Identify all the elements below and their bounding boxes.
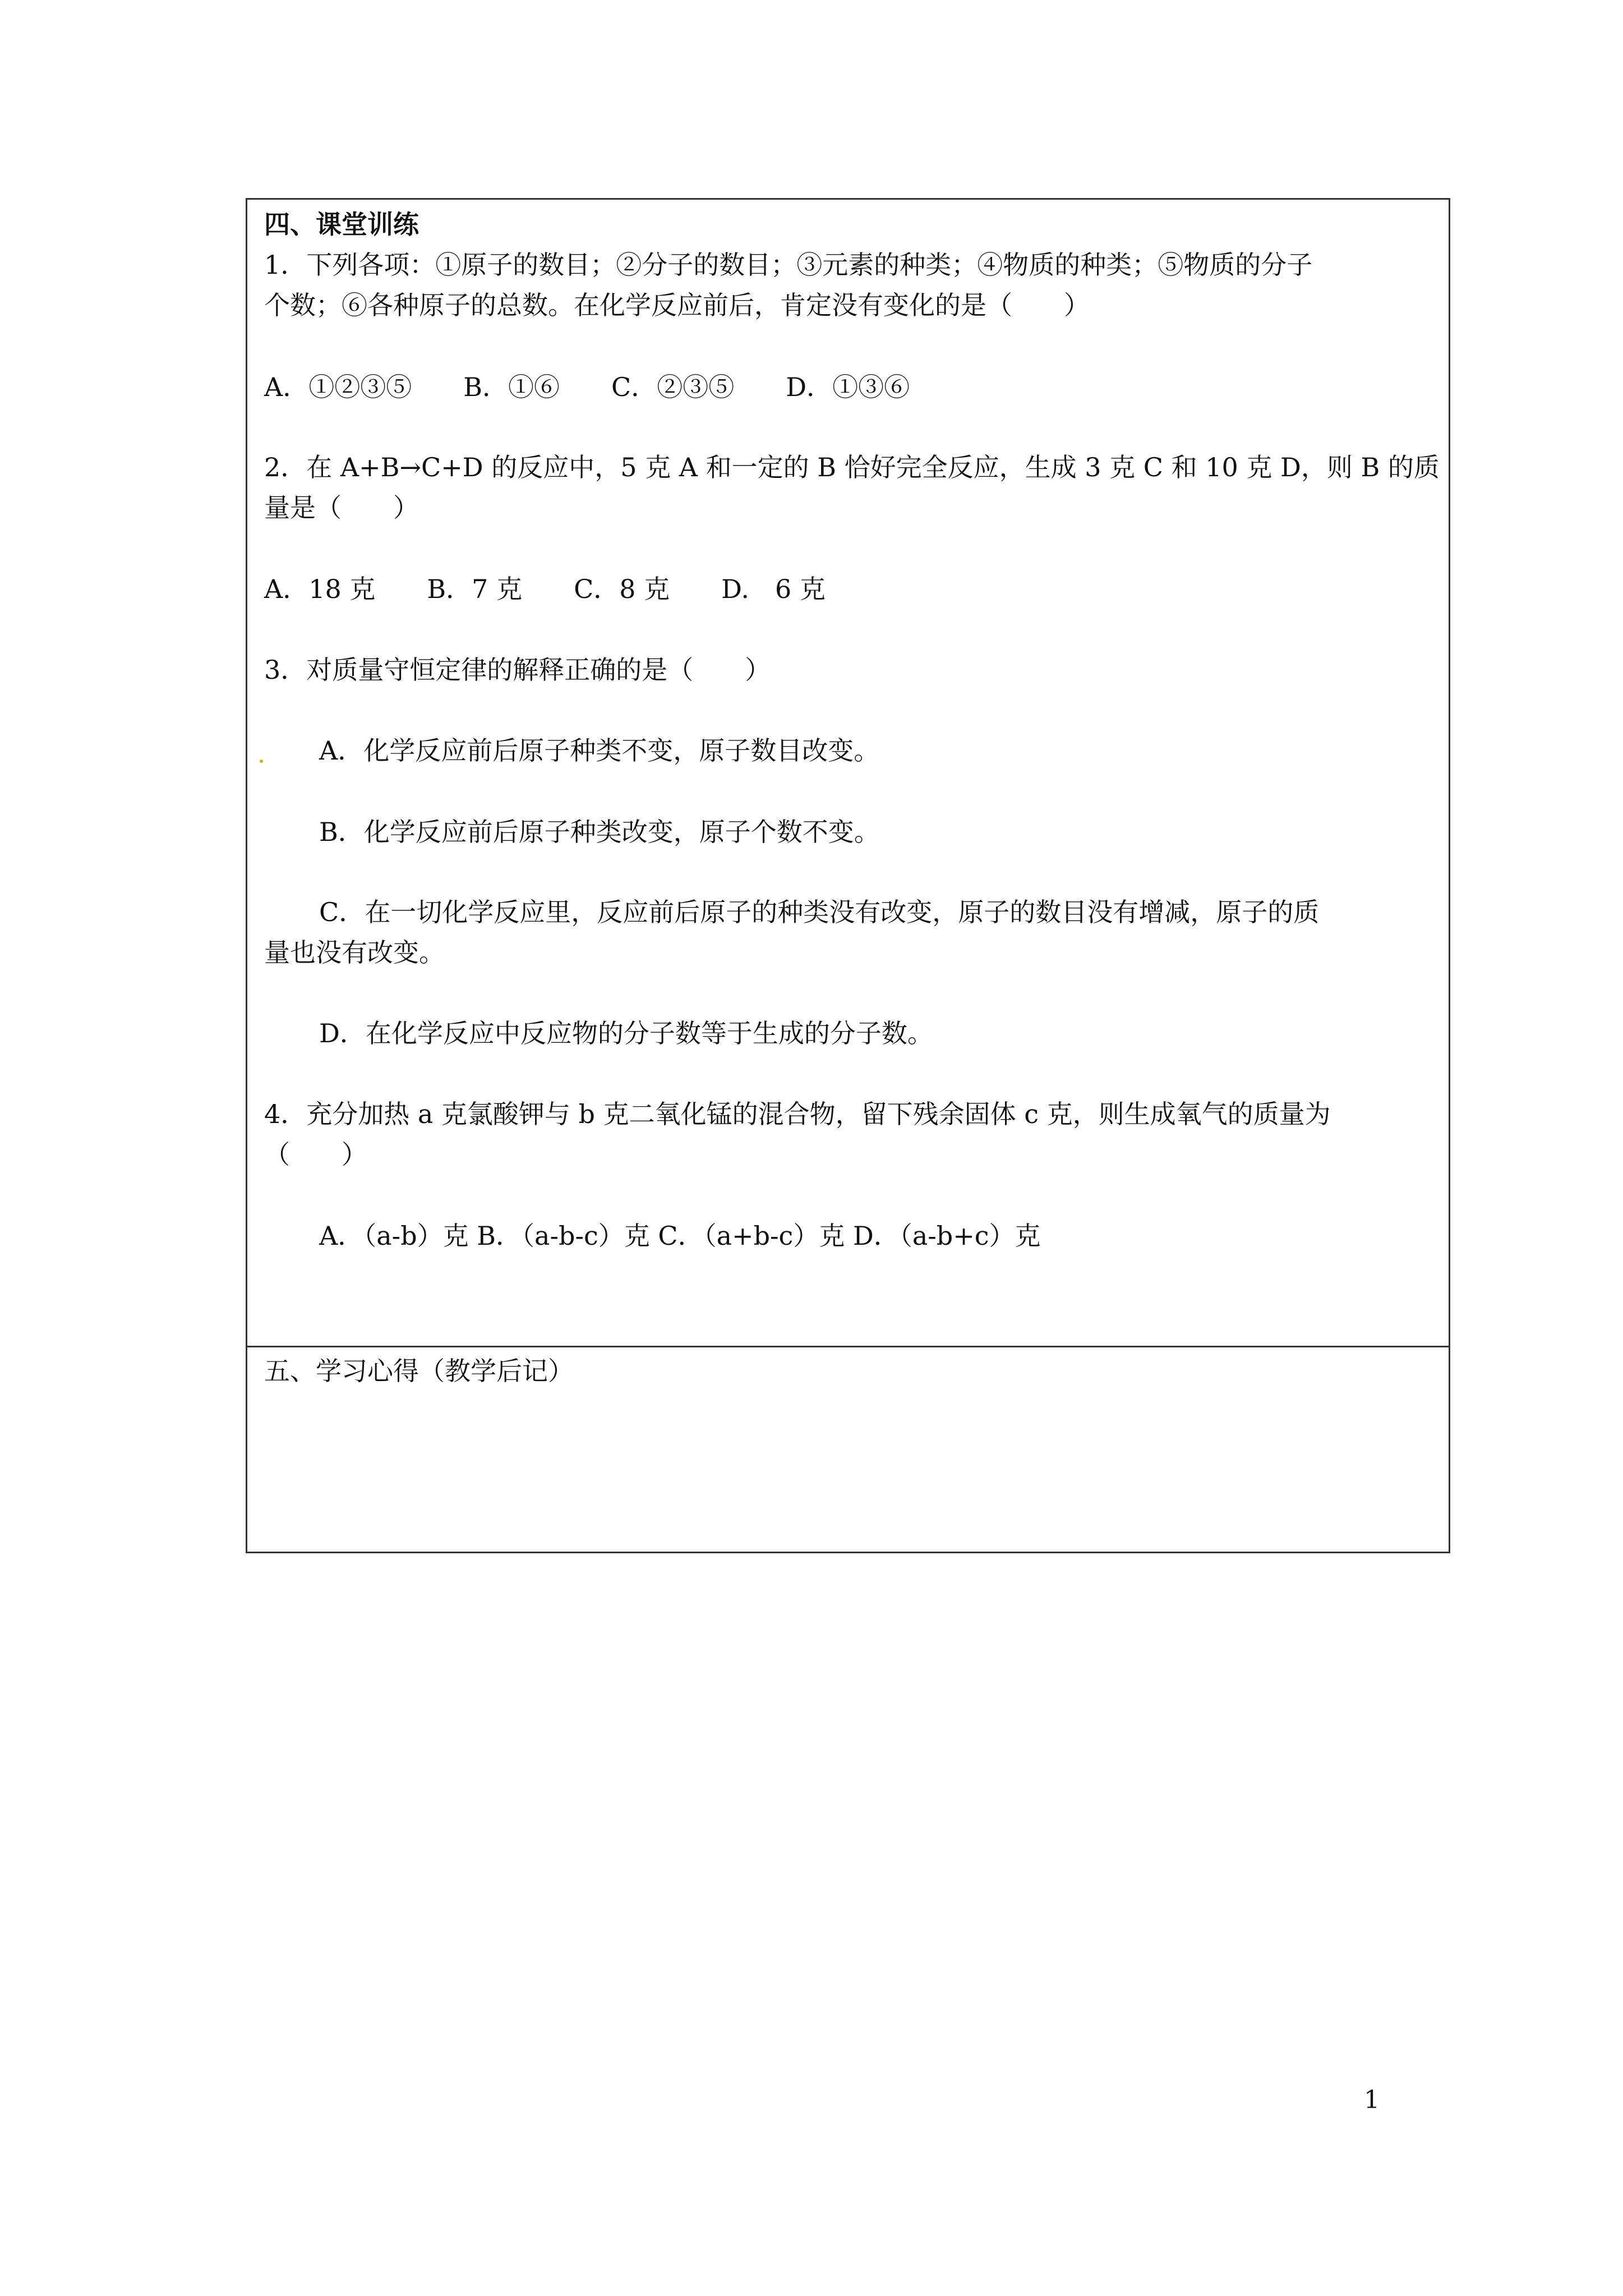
question-3-stem: 3．对质量守恒定律的解释正确的是（ ）	[264, 655, 771, 685]
question-4-line-2: （ ）	[264, 1139, 367, 1170]
question-3-option-a: A．化学反应前后原子种类不变，原子数目改变。	[319, 735, 880, 766]
question-3-option-c-line-2: 量也没有改变。	[264, 937, 445, 968]
learning-reflection-section	[247, 1347, 1449, 1552]
question-2-line-1: 2．在 A+B→C+D 的反应中，5 克 A 和一定的 B 恰好完全反应，生成 3 克 C 和 10 克 D，则 B 的质	[264, 452, 1440, 482]
section-four-heading: 四、课堂训练	[264, 209, 419, 240]
page-number: 1	[1364, 2086, 1380, 2114]
question-1-line-2: 个数；⑥各种原子的总数。在化学反应前后，肯定没有变化的是（ ）	[264, 290, 1090, 320]
question-4-options: A．（a-b）克 B．（a-b-c）克 C．（a+b-c）克 D．（a-b+c）克	[319, 1221, 1041, 1251]
question-2-line-2: 量是（ ）	[264, 493, 419, 523]
question-3-option-c-line-1: C．在一切化学反应里，反应前后原子的种类没有改变，原子的数目没有增减，原子的质	[319, 897, 1320, 927]
question-3-option-d: D．在化学反应中反应物的分子数等于生成的分子数。	[319, 1018, 933, 1048]
question-4-line-1: 4．充分加热 a 克氯酸钾与 b 克二氧化锰的混合物，留下残余固体 c 克，则生成氧气的质量为	[264, 1099, 1331, 1129]
question-3-option-b: B．化学反应前后原子种类改变，原子个数不变。	[319, 817, 880, 847]
classroom-practice-section	[247, 200, 1449, 1347]
question-1-options: A．①②③⑤ B．①⑥ C．②③⑤ D．①③⑥	[264, 372, 910, 402]
question-2-options: A．18 克 B．7 克 C．8 克 D. 6 克	[264, 574, 826, 604]
question-1-line-1: 1．下列各项：①原子的数目；②分子的数目；③元素的种类；④物质的种类；⑤物质的分子	[264, 250, 1313, 280]
section-five-heading: 五、学习心得（教学后记）	[264, 1356, 574, 1386]
stray-dot-mark	[260, 760, 263, 763]
worksheet-table	[246, 198, 1450, 1553]
